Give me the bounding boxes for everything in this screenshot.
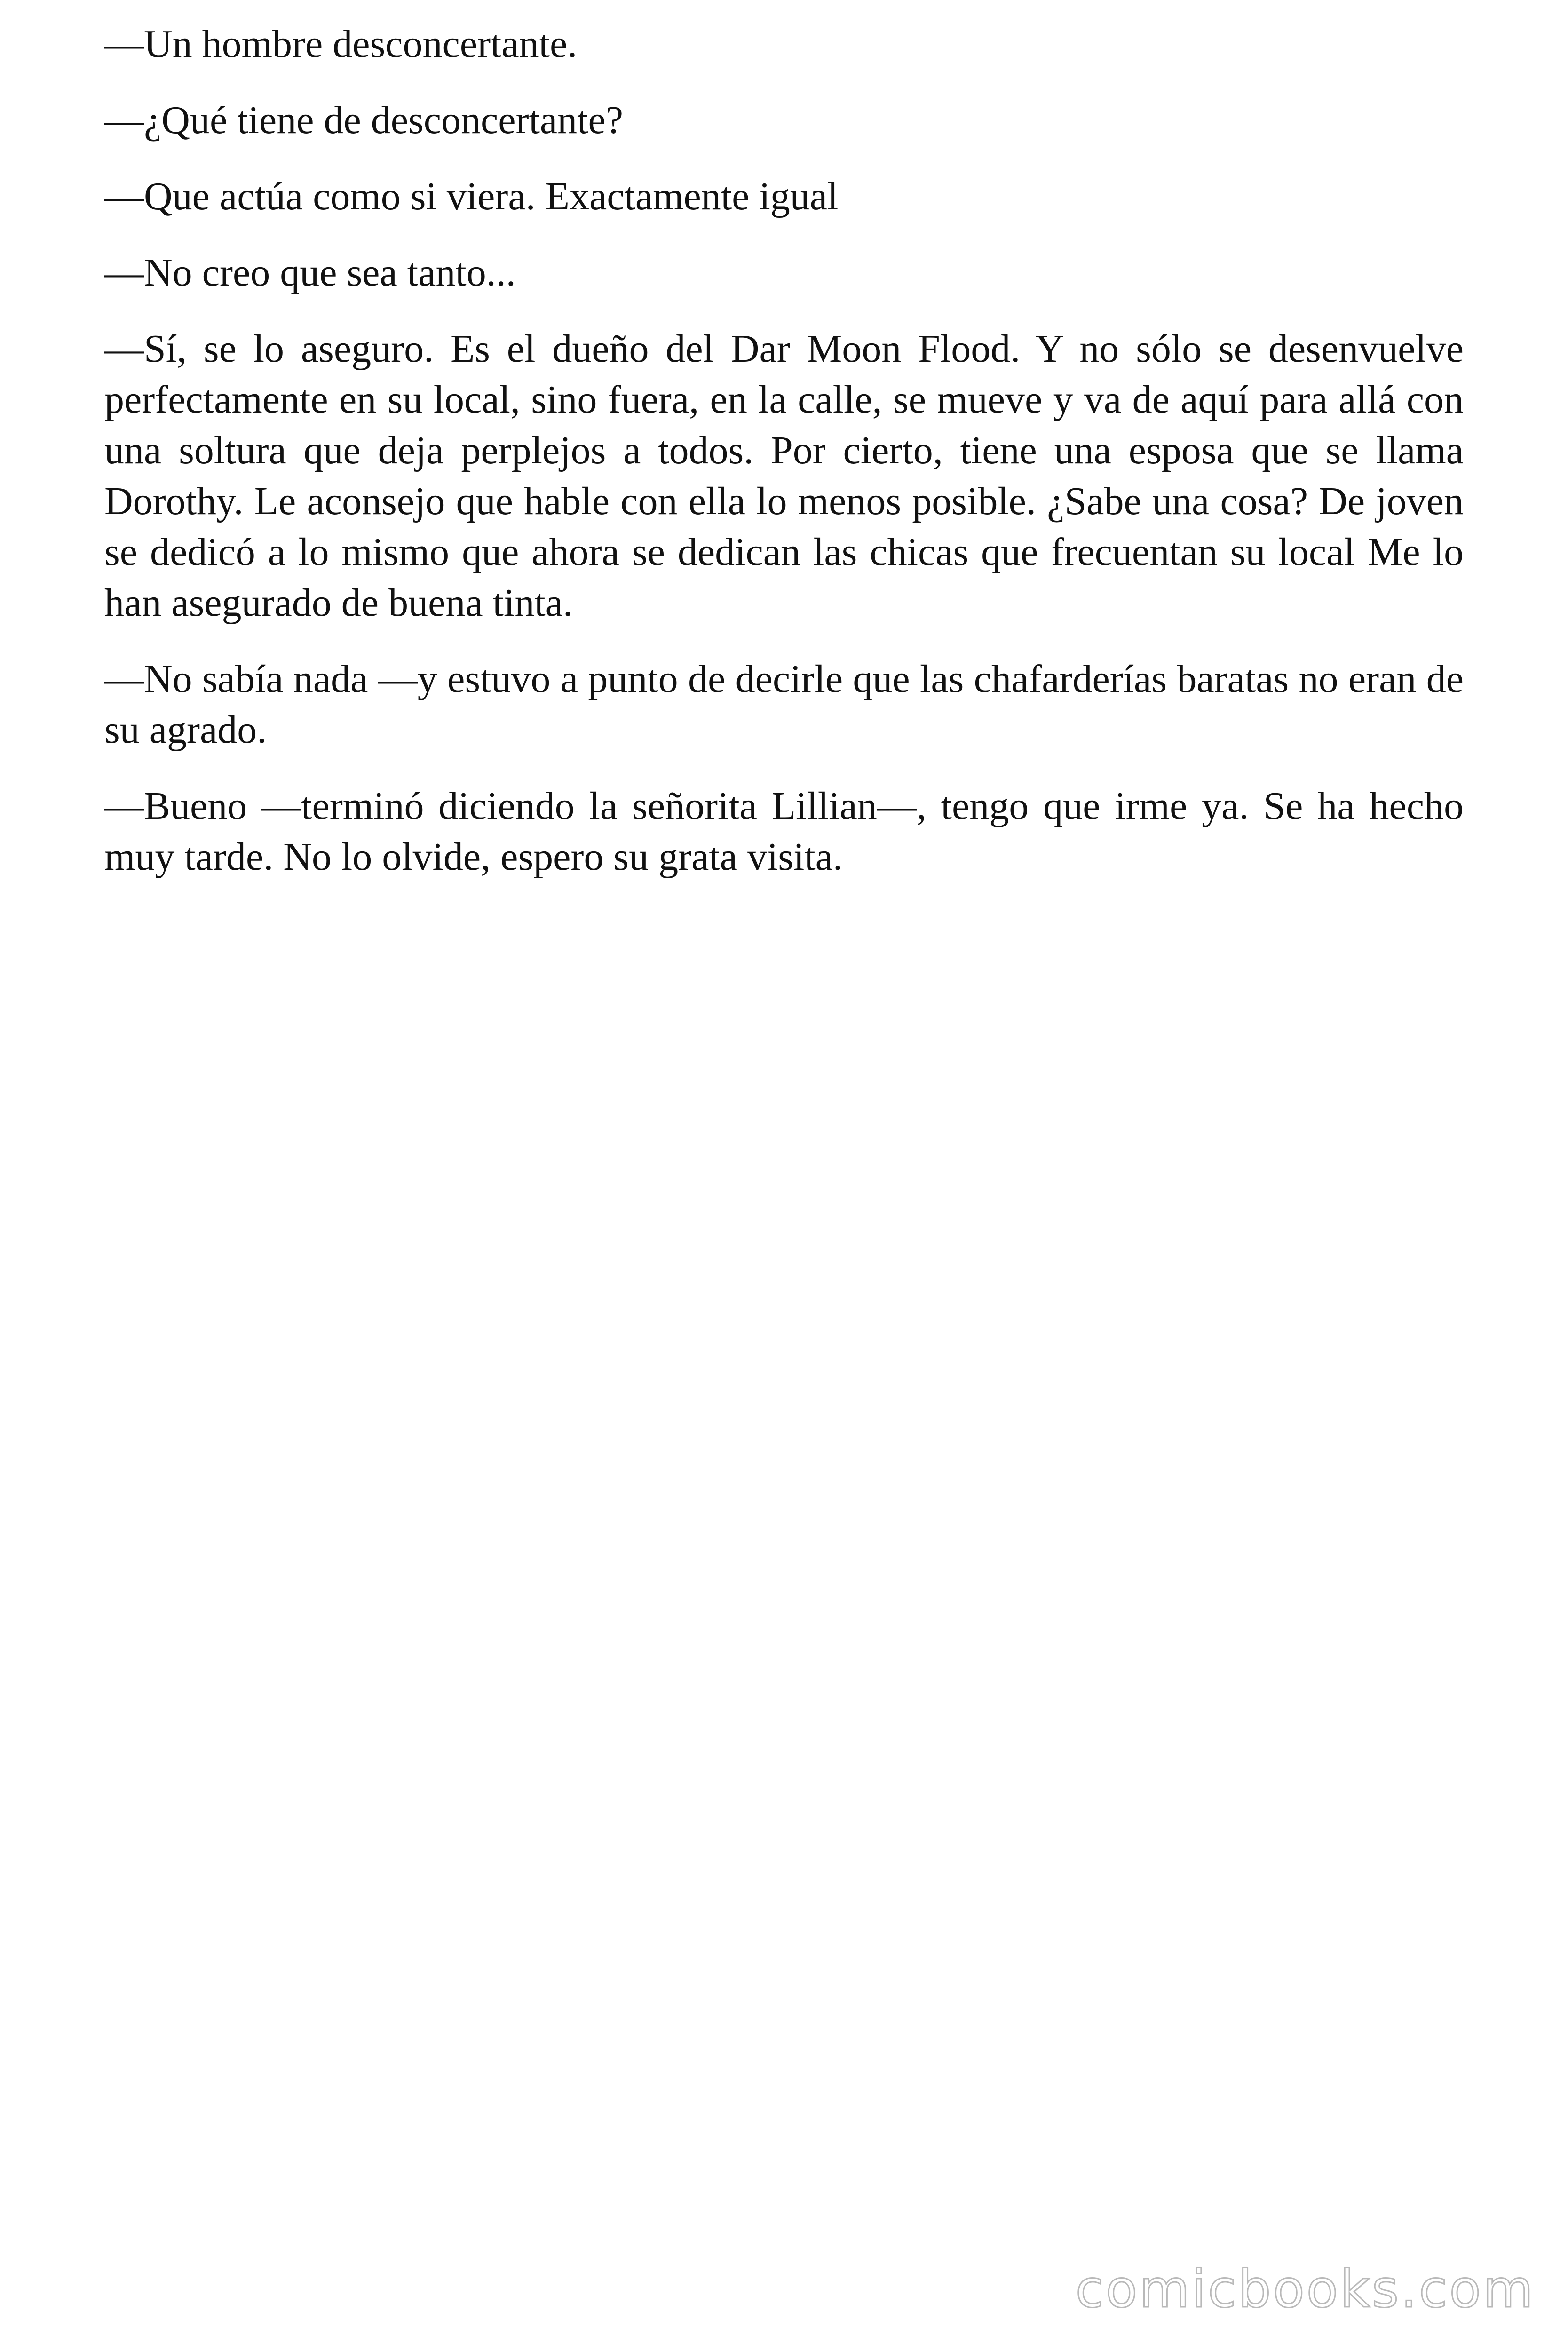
paragraph: —¿Qué tiene de desconcertante? [104, 98, 624, 142]
watermark: comicbooks.com [1075, 2259, 1535, 2319]
paragraph: —Un hombre desconcertante. [104, 22, 578, 66]
paragraph: —No creo que sea tanto... [104, 251, 516, 294]
page-body [104, 19, 1464, 908]
paragraph: —Bueno —terminó diciendo la señorita Lillian—, tengo que irme ya. Se ha hecho muy tarde. No lo olvide, espero su grata visita. [104, 784, 1464, 879]
paragraph: —Sí, se lo aseguro. Es el dueño del Dar Moon Flood. Y no sólo se desenvuelve perfectamente en su local, sino fuera, en la calle, se mueve y va de aquí para allá con una soltura que deja perplejos a todos. Por cierto, tiene una esposa que se llama Dorothy. Le aconsejo que hable con ella lo menos posible. ¿Sabe una cosa? De joven se dedicó a lo mismo que ahora se dedican las chicas que frecuentan su local Me lo han asegurado de buena tinta. [104, 327, 1464, 625]
paragraph: —Que actúa como si viera. Exactamente igual [104, 175, 839, 218]
paragraph: —No sabía nada —y estuvo a punto de decirle que las chafarderías baratas no eran de su agrado. [104, 657, 1464, 752]
